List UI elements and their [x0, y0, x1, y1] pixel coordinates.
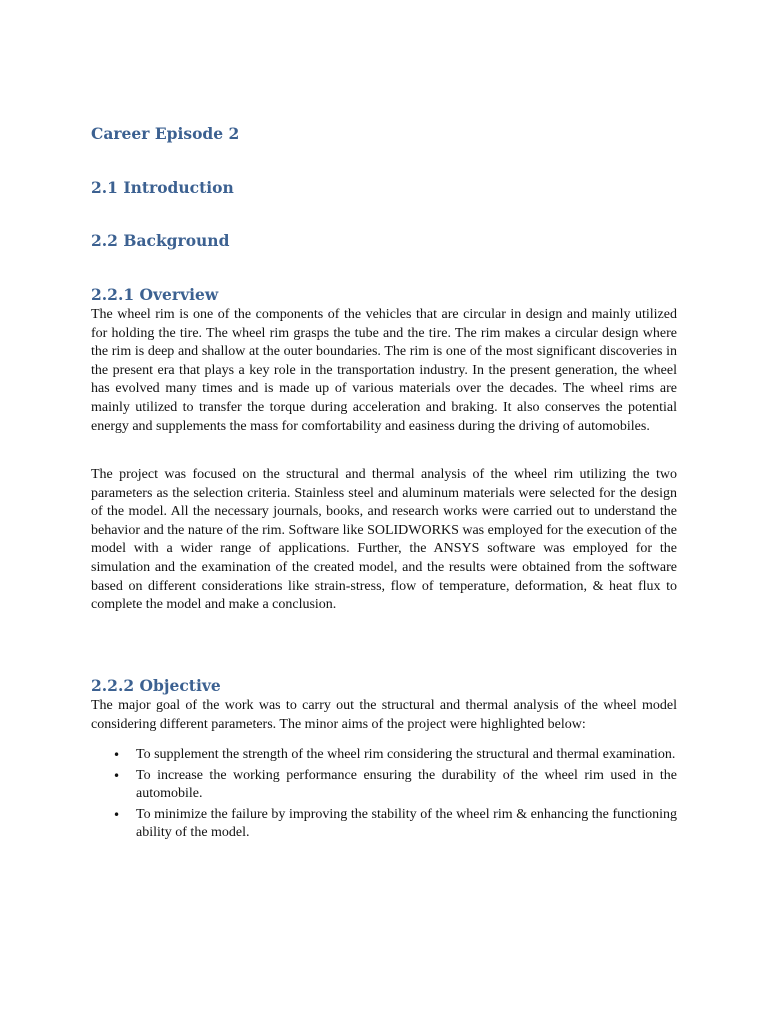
bullet-icon: • — [113, 768, 121, 783]
objective-item — [91, 767, 677, 804]
bullet-icon: • — [113, 748, 121, 762]
background-heading: 2.2 Background — [91, 231, 230, 250]
overview-paragraph: The wheel rim is one of the components of the vehicles that are circular in design and mainly utilized for holding the tire. The wheel rim grasps the tube and the tire. The rim makes a circular design where the rim is deep and shallow at the outer boundaries. The rim is one of the most significant discoveries in the present era that plays a key role in the transportation industry. In the present generation, the wheel has evolved many times and is made up of various materials over the decades. The wheel rims are mainly utilized to transfer the torque during acceleration and braking. It also conserves the potential energy and supplements the mass for comfortability and easiness during the driving of automobiles. — [91, 307, 677, 434]
overview-heading: 2.2.1 Overview — [91, 285, 219, 304]
objective-text: To supplement the strength of the wheel rim considering the structural and thermal examination. — [136, 747, 676, 762]
career-episode-heading: Career Episode 2 — [91, 124, 240, 143]
objective-heading: 2.2.2 Objective — [91, 676, 221, 695]
objective-paragraph: The major goal of the work was to carry out the structural and thermal analysis of the wheel model considering different parameters. The minor aims of the project were highlighted below: — [91, 698, 677, 732]
objective-text: To increase the working performance ensuring the durability of the wheel rim used in the automobile. — [136, 767, 677, 802]
project-paragraph: The project was focused on the structural and thermal analysis of the wheel rim utilizing the two parameters as the selection criteria. Stainless steel and aluminum materials were selected for the design of the model. All the necessary journals, books, and research works were carried out to understand the behavior and the nature of the rim. Software like SOLIDWORKS was employed for the execution of the model with a wider range of applications. Further, the ANSYS software was employed for the simulation and the examination of the created model, and the results were obtained from the software based on different considerations like strain-stress, flow of temperature, deformation, & heat flux to complete the model and make a conclusion. — [91, 467, 677, 613]
objectives-list — [91, 746, 677, 845]
objective-item — [91, 806, 677, 843]
introduction-heading: 2.1 Introduction — [91, 178, 234, 197]
objective-text: To minimize the failure by improving the stability of the wheel rim & enhancing the functioning ability of the model. — [136, 806, 677, 841]
bullet-icon: • — [113, 807, 121, 822]
objective-item — [91, 746, 677, 765]
